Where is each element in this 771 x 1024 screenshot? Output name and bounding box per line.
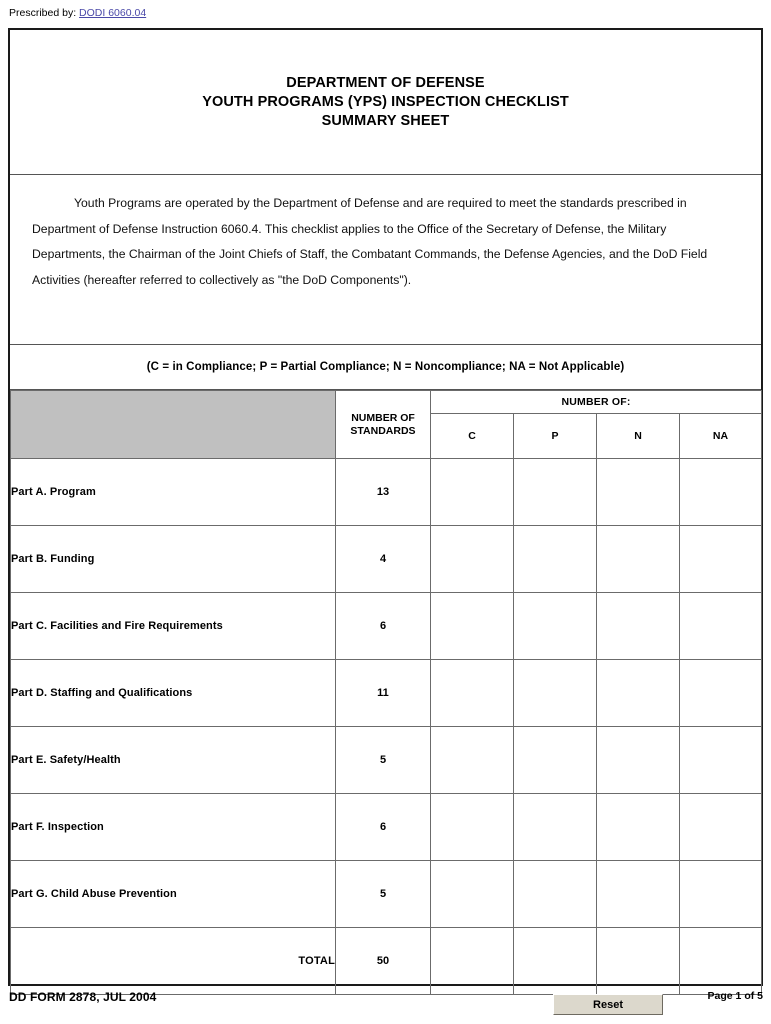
header-col-c: C [431,414,514,459]
row-standards-part-a: 13 [336,459,431,526]
row-na-part-c[interactable] [680,593,762,660]
row-n-part-g[interactable] [597,861,680,928]
row-p-part-e[interactable] [514,727,597,794]
row-standards-part-d: 11 [336,660,431,727]
prescribed-by-label: Prescribed by: [9,7,77,19]
table-row [11,727,762,794]
row-label-part-d: Part D. Staffing and Qualifications [11,660,336,727]
header-standards-line-1: NUMBER OF [351,412,415,424]
header-col-n: N [597,414,680,459]
table-row [11,593,762,660]
table-row [11,526,762,593]
row-n-part-f[interactable] [597,794,680,861]
form-title-line-3: SUMMARY SHEET [321,113,450,129]
row-na-part-b[interactable] [680,526,762,593]
row-p-part-b[interactable] [514,526,597,593]
summary-table [10,390,762,995]
row-standards-part-c: 6 [336,593,431,660]
total-standards: 50 [336,928,431,995]
row-p-part-g[interactable] [514,861,597,928]
row-na-part-d[interactable] [680,660,762,727]
total-c[interactable] [431,928,514,995]
total-n[interactable] [597,928,680,995]
page-number: Page 1 of 5 [707,990,763,1002]
row-na-part-a[interactable] [680,459,762,526]
row-n-part-c[interactable] [597,593,680,660]
row-c-part-g[interactable] [431,861,514,928]
row-standards-part-e: 5 [336,727,431,794]
total-label: TOTAL [11,928,336,995]
dodi-reference-link[interactable]: DODI 6060.04 [79,7,147,19]
row-standards-part-g: 5 [336,861,431,928]
header-number-of-group: NUMBER OF: [431,391,762,414]
table-row [11,660,762,727]
total-p[interactable] [514,928,597,995]
intro-block [10,175,761,345]
row-p-part-d[interactable] [514,660,597,727]
row-label-part-a: Part A. Program [11,459,336,526]
row-n-part-d[interactable] [597,660,680,727]
row-standards-part-f: 6 [336,794,431,861]
row-p-part-f[interactable] [514,794,597,861]
total-na[interactable] [680,928,762,995]
compliance-legend-block [10,345,761,390]
table-header-row-top [11,391,762,414]
row-na-part-f[interactable] [680,794,762,861]
header-col-p: P [514,414,597,459]
row-label-part-b: Part B. Funding [11,526,336,593]
row-c-part-d[interactable] [431,660,514,727]
row-n-part-e[interactable] [597,727,680,794]
table-row [11,794,762,861]
row-p-part-c[interactable] [514,593,597,660]
row-standards-part-b: 4 [336,526,431,593]
header-number-of-standards [336,391,431,459]
row-n-part-a[interactable] [597,459,680,526]
header-gray-cell [11,391,336,459]
table-total-row [11,928,762,995]
form-identifier: DD FORM 2878, JUL 2004 [9,990,157,1004]
form-title-line-1: DEPARTMENT OF DEFENSE [286,75,485,91]
row-c-part-c[interactable] [431,593,514,660]
table-row [11,861,762,928]
form-footer [8,988,763,1020]
row-na-part-g[interactable] [680,861,762,928]
row-c-part-e[interactable] [431,727,514,794]
header-col-na: NA [680,414,762,459]
form-title-line-2: YOUTH PROGRAMS (YPS) INSPECTION CHECKLIST [202,94,569,110]
row-c-part-f[interactable] [431,794,514,861]
intro-paragraph: Youth Programs are operated by the Department of Defense and are required to meet the standards prescribed in Department of Defense Instruction 6060.4. This checklist applies to the Office of the Secretary of Defense, the Military Departments, the Chairman of the Joint Chiefs of Staff, the Combatant Commands, the Defense Agencies, and the DoD Field Activities (hereafter referred to collectively as "the DoD Components"). [32,196,708,287]
header-standards-line-2: STANDARDS [350,424,416,437]
row-c-part-a[interactable] [431,459,514,526]
table-row [11,459,762,526]
row-label-part-e: Part E. Safety/Health [11,727,336,794]
row-n-part-b[interactable] [597,526,680,593]
row-label-part-f: Part F. Inspection [11,794,336,861]
row-label-part-c: Part C. Facilities and Fire Requirements [11,593,336,660]
row-label-part-g: Part G. Child Abuse Prevention [11,861,336,928]
title-block [10,30,761,175]
row-c-part-b[interactable] [431,526,514,593]
row-na-part-e[interactable] [680,727,762,794]
prescribed-by-line [9,7,146,20]
row-p-part-a[interactable] [514,459,597,526]
compliance-legend-text: (C = in Compliance; P = Partial Compliance; N = Noncompliance; NA = Not Applicable) [146,361,625,373]
reset-button[interactable]: Reset [553,994,663,1015]
form-body [8,28,763,986]
